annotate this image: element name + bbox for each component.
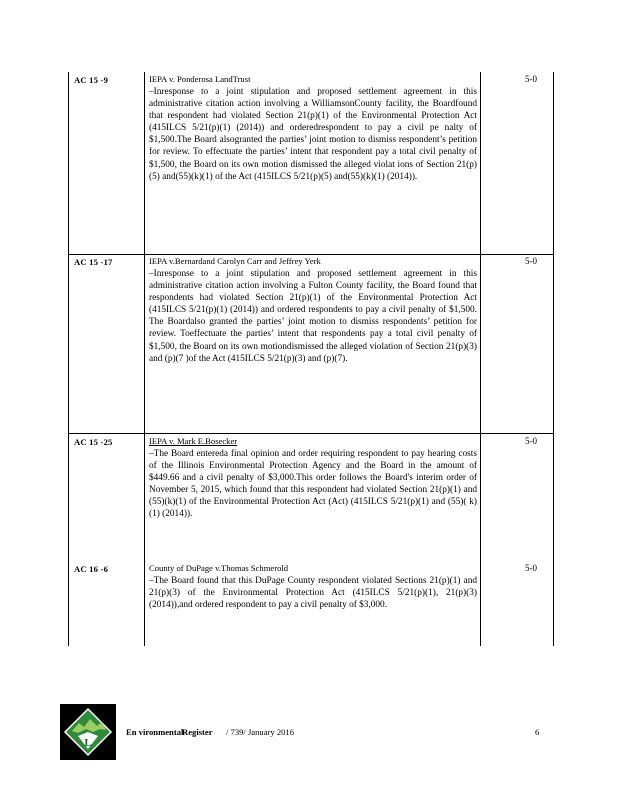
footer-title: En vironmental [126,727,184,737]
case-description: –Inresponse to a joint stipulation and proposed settlement agreement in this administrative citation action involving a WilliamsonCounty facility, the Boardfound that respondent had violated Section 21(p)(1) of the Environmental Protection Act (415ILCS 5/21(p)(1) (2014)) and orderedrespondent to pay a civil pe nalty of $1,500.The Board alsogranted the parties’ joint motion to dismiss respondent’s petition for review. To effectuate the parties’ intent that respondent pay a total civil penalty of $1,500, the Board on its own motion dismissed the alleged violat ions of Section 21(p)(5) and(55)(k)(1) of the Act (415ILCS 5/21(p)(5) and(55)(k)(1) (2014)). [149,87,477,182]
case-description: –The Board found that this DuPage County respondent violated Sections 21(p)(1) and 21(p)(3) of the Environmental Protection Act (415ILCS 5/21(p)(1), 21(p)(3) (2014)),and ordered respondent to pay a civil penalty of $3,000. [149,576,477,611]
row-divider-1 [68,254,554,255]
case-number: AC 15 -9 [74,75,109,85]
case-description: –Inresponse to a joint stipulation and proposed settlement agreement in this administrative citation action involving a Fulton County facility, the Board found that respondents had violated Section 21(p)(1) of the Environmental Protection Act (415ILCS 5/21(p)(1) (2014)) and ordered respondents to pay a civil penalty of $1,500. The Boardalso granted the parties’ joint motion to dismiss respondents’ petition for review. Toeffectuate the parties’ intent that respondents pay a total civil penalty of $1,500, the Board on its own motiondismissed the alleged violation of Section 21(p)(3) and (p)(7 )of the Act (415ILCS 5/21(p)(3) and (p)(7). [149,269,477,364]
case-number: AC 16 -6 [74,564,109,574]
table-divider-2 [480,72,481,646]
vote-count: 5-0 [525,563,537,573]
case-caption: County of DuPage v.Thomas Schmerold [149,563,289,573]
page-number: 6 [535,727,540,737]
case-caption: IEPA v.Bernardand Carolyn Carr and Jeffrey Yerk [149,256,321,266]
case-caption: IEPA v. Mark E.Bosecker [149,436,238,446]
case-description: –The Board entereda final opinion and order requiring respondent to pay hearing costs of the Illinois Environmental Protection Agency and the Board in the amount of $449.66 and a civil penalty of $3,000.This order follows the Board's interim order of November 5, 2015, which found that this respondent had violated Section 21(p)(1) and (55)(k)(1) of the Environmental Protection Act (Act) (415ILCS 5/21(p)(1) and (55)( k)(1) (2014)). [149,449,477,520]
vote-count: 5-0 [525,436,537,446]
table-divider-1 [144,72,145,646]
vote-count: 5-0 [525,256,537,266]
footer-issue: / 739/ January 2016 [226,727,295,737]
table-border-right [553,72,554,646]
row-divider-2 [68,433,554,434]
case-caption: IEPA v. Ponderosa LandTrust [149,74,251,84]
opinions-table [68,72,554,646]
case-number: AC 15 -25 [74,437,113,447]
case-number: AC 15 -17 [74,257,113,267]
vote-count: 5-0 [525,74,537,84]
page-footer [60,704,550,764]
table-border-left [68,72,69,646]
svg-text:L: L [84,737,92,749]
footer-register: Register [182,727,213,737]
environmental-register-logo-icon [60,704,116,760]
